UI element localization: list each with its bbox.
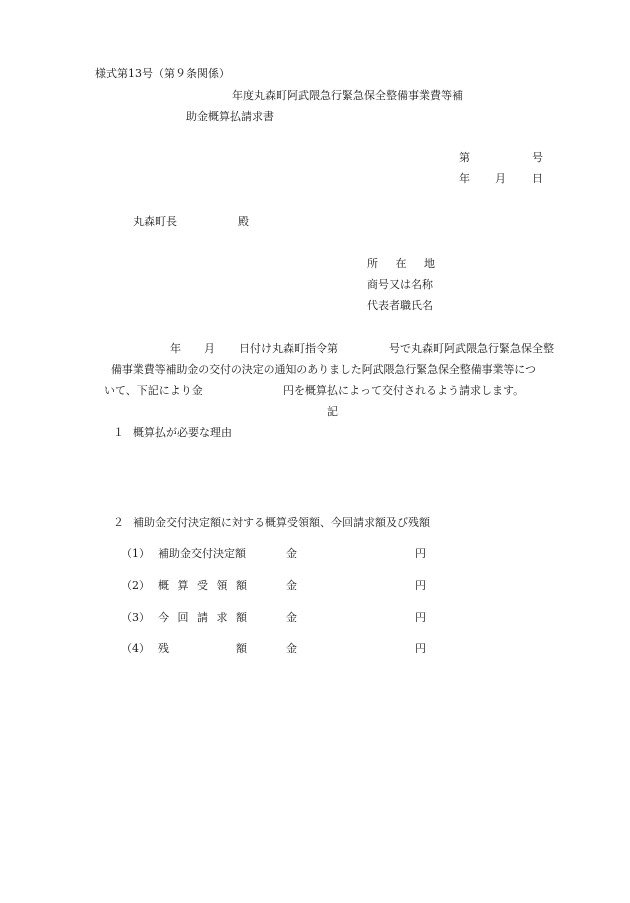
row3-yen: 円 — [415, 611, 426, 624]
applicant-address-label: 所 在 地 — [367, 257, 435, 270]
row1-number: （1） — [121, 547, 150, 560]
doc-number-prefix: 第 — [459, 151, 470, 164]
row2-yen: 円 — [415, 579, 426, 592]
row3-kin: 金 — [286, 611, 297, 624]
row1-kin: 金 — [286, 547, 297, 560]
row3-label: 今 回 請 求 額 — [158, 611, 247, 624]
body-line1-text: 日付け丸森町指令第 — [239, 342, 338, 355]
form-label: 様式第13号（第９条関係） — [95, 67, 230, 80]
body-line1-text2: 号で丸森町阿武隈急行緊急保全整 — [389, 342, 554, 355]
date-day: 日 — [532, 172, 543, 185]
row4-yen: 円 — [415, 642, 426, 655]
addressee-name: 丸森町長 — [133, 215, 177, 228]
applicant-name-label: 商号又は名称 — [367, 278, 433, 291]
date-year: 年 — [459, 172, 470, 185]
row4-label: 残 額 — [158, 642, 247, 655]
section1-title: 概算払が必要な理由 — [133, 426, 232, 439]
document-title-line2: 助金概算払請求書 — [186, 110, 274, 123]
applicant-rep-label: 代表者職氏名 — [367, 299, 433, 312]
section2-number: ２ — [113, 516, 124, 529]
addressee-honorific: 殿 — [238, 215, 249, 228]
section2-title: 補助金交付決定額に対する概算受領額、今回請求額及び残額 — [133, 516, 430, 529]
body-line2: 備事業費等補助金の交付の決定の通知のありました阿武隈急行緊急保全整備事業等につ — [111, 363, 536, 376]
row1-label: 補助金交付決定額 — [158, 547, 246, 560]
row4-kin: 金 — [286, 642, 297, 655]
row3-number: （3） — [121, 611, 150, 624]
row2-number: （2） — [121, 579, 150, 592]
date-month: 月 — [495, 172, 506, 185]
ki-heading: 記 — [327, 405, 338, 418]
row4-number: （4） — [121, 642, 150, 655]
body-line3-a: いて、下記により金 — [104, 384, 203, 397]
row1-yen: 円 — [415, 547, 426, 560]
row2-kin: 金 — [286, 579, 297, 592]
body-line3-b: 円を概算払によって交付されるよう請求します。 — [283, 384, 525, 397]
document-title-line1: 年度丸森町阿武隈急行緊急保全整備事業費等補 — [232, 89, 463, 102]
row2-label: 概 算 受 領 額 — [158, 579, 247, 592]
doc-number-suffix: 号 — [532, 151, 543, 164]
body-month: 月 — [204, 342, 215, 355]
section1-number: １ — [113, 426, 124, 439]
body-year: 年 — [170, 342, 181, 355]
